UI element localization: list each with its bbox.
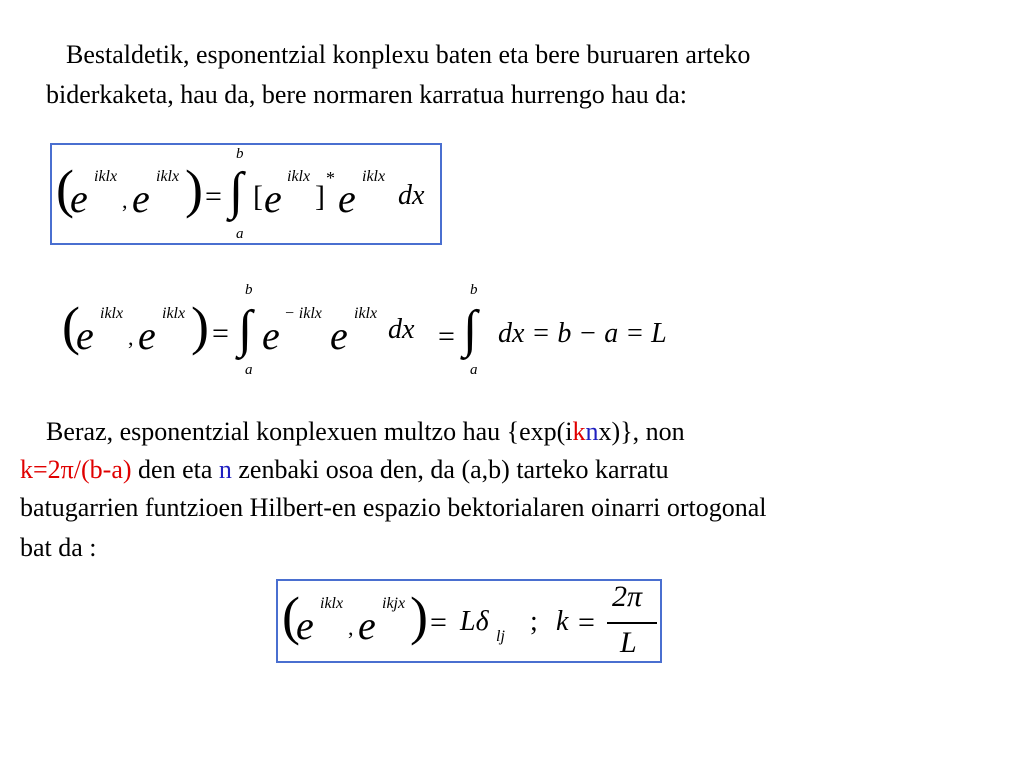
eq1-left-bracket: [: [253, 180, 263, 213]
eq2-upper-limit-2: b: [470, 282, 478, 298]
eq1-e1-exponent: iklx: [94, 168, 118, 185]
paragraph-basis-line1-b: x)}, non: [598, 417, 685, 446]
paragraph-basis-line4-wrap: [20, 530, 97, 566]
eq2-e3: e: [262, 313, 280, 358]
eq2-e1: e: [76, 313, 94, 358]
eq2-lower-limit-2: a: [470, 362, 478, 378]
eq2-dx: dx: [388, 314, 415, 345]
paragraph-basis-line2-b: zenbaki osoa den, da (a,b) tarteko karratu: [231, 455, 669, 484]
eq2-e4: e: [330, 313, 348, 358]
equation-box-1: [50, 143, 442, 245]
paragraph-basis-k: k: [572, 417, 586, 446]
eq3-fraction-denominator: L: [620, 626, 637, 659]
eq2-e1-exponent: iklx: [100, 305, 124, 322]
eq3-separator: ;: [530, 606, 538, 637]
eq2-rhs: dx = b − a = L: [498, 318, 667, 349]
paragraph-basis-line3-wrap: [20, 490, 766, 526]
eq1-e1: e: [70, 176, 88, 221]
paragraph-intro-2: [46, 77, 687, 113]
paragraph-intro-line2: biderkaketa, hau da, bere normaren karratua hurrengo hau da:: [46, 80, 688, 109]
eq1-e3: e: [264, 176, 282, 221]
eq2-e2-exponent: iklx: [162, 305, 186, 322]
eq1-upper-limit: b: [236, 146, 244, 162]
eq2-comma: ,: [128, 325, 134, 350]
eq3-e2: e: [358, 603, 376, 648]
eq3-e1: e: [296, 603, 314, 648]
eq1-e2-exponent: iklx: [156, 168, 180, 185]
eq2-e4-exponent: iklx: [354, 305, 378, 322]
paragraph-basis-line2: [20, 452, 669, 488]
eq1-integral-sign: ∫: [229, 163, 244, 220]
eq3-equals: =: [430, 606, 447, 639]
eq2-e3-exponent: − iklx: [284, 305, 322, 322]
eq1-e3-exponent: iklx: [287, 168, 311, 185]
eq3-kronecker: Lδ: [460, 606, 489, 637]
eq2-right-paren: ): [191, 296, 209, 356]
eq3-fraction-bar: [607, 622, 657, 624]
eq1-e2: e: [132, 176, 150, 221]
eq1-conjugate-star: *: [326, 168, 335, 188]
eq1-comma: ,: [122, 188, 128, 213]
paragraph-basis-k-definition: k=2π/(b-a): [20, 455, 132, 484]
eq1-lower-limit: a: [236, 226, 244, 242]
eq2-integral-sign-2: ∫: [463, 301, 478, 358]
eq2-lower-limit: a: [245, 362, 253, 378]
paragraph-basis-n-2: n: [218, 455, 232, 484]
paragraph-basis-line2-a: den eta: [131, 455, 219, 484]
paragraph-basis-line1-a: Beraz, esponentzial konplexuen multzo hau {exp(i: [46, 417, 573, 446]
eq3-equals-2: =: [578, 606, 595, 639]
eq3-fraction-numerator: 2π: [612, 580, 643, 613]
eq3-kronecker-subscript: lj: [496, 628, 505, 645]
eq1-dx: dx: [398, 180, 425, 211]
eq2-equals: =: [212, 317, 229, 350]
eq2-integral-sign: ∫: [238, 301, 253, 358]
eq1-e4: e: [338, 176, 356, 221]
paragraph-basis-line1: [46, 414, 685, 450]
eq1-left-paren: (: [56, 159, 74, 219]
eq3-comma: ,: [348, 615, 354, 640]
eq1-equals: =: [205, 180, 222, 213]
eq2-left-paren: (: [62, 296, 80, 356]
eq2-e2: e: [138, 313, 156, 358]
eq3-e1-exponent: iklx: [320, 595, 344, 612]
eq3-e2-exponent: ikjx: [382, 595, 406, 612]
eq1-right-bracket: ]: [315, 180, 325, 213]
eq3-k: k: [556, 606, 569, 637]
paragraph-basis-line4: bat da :: [20, 533, 97, 562]
eq2-upper-limit: b: [245, 282, 253, 298]
paragraph-basis-n: n: [585, 417, 599, 446]
eq1-right-paren: ): [185, 159, 203, 219]
eq2-equals-2: =: [438, 320, 455, 353]
eq1-e4-exponent: iklx: [362, 168, 386, 185]
paragraph-intro-line1: Bestaldetik, esponentzial konplexu baten eta bere buruaren arteko: [66, 40, 751, 69]
eq3-right-paren: ): [410, 586, 428, 646]
eq3-left-paren: (: [282, 586, 300, 646]
paragraph-basis-line3: batugarrien funtzioen Hilbert-en espazio bektorialaren oinarri ortogonal: [20, 493, 767, 522]
paragraph-intro: [66, 37, 750, 73]
